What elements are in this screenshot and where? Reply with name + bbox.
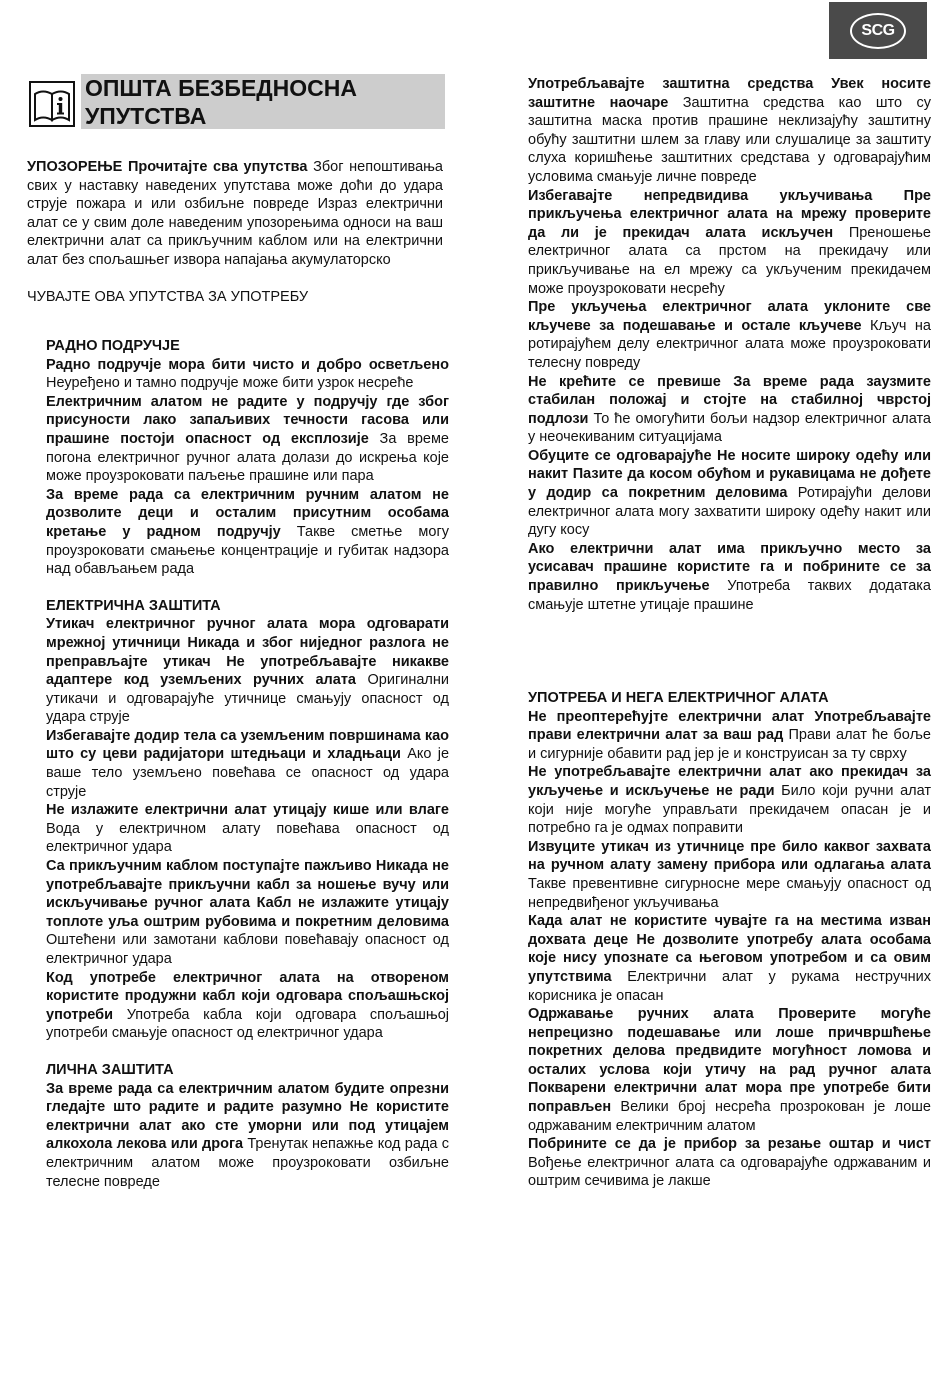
item-bold: Утикач електричног ручног алата мора одговарати мрежној утичници Никада и због ниједног разлога не преправљајте утикач Не употребљавајте никакве адаптере код уземљених ручних алата bbox=[46, 616, 449, 689]
item-text: Оштећени или замотани каблови повећавају опасност од електричног удара bbox=[46, 932, 449, 967]
item-bold: Не излажите електрични алат утицају кише или влаге bbox=[46, 802, 449, 819]
warning-block bbox=[27, 158, 443, 306]
personal-item bbox=[528, 187, 931, 299]
item-text: Ротирајући делови електричног алата могу захватити широку одећу накит или дугу косу bbox=[528, 485, 931, 539]
item-bold: Побрините се да је прибор за резање оштар и чист bbox=[528, 1136, 931, 1153]
item-text: Употреба таквих додатака смањује штетне утицаје прашине bbox=[528, 578, 931, 613]
item-bold: Ако електрични алат има прикључно место за усисавач прашине користите га и побрините се за правилно прикључење bbox=[528, 540, 931, 595]
warning-text: Због непоштивања свих у наставку наведених упутстава може доћи до удара струје пожара и или озбиљне повреде Израз електрични алат се у свим доле наведеним упозорењима односи на ваш електрични алат са прикључним каблом или на електрични алат без спољашњег извора напајања акумулаторско bbox=[27, 159, 443, 268]
warning-lead: УПОЗОРЕЊЕ Прочитајте сва упутства bbox=[27, 159, 308, 175]
title-line-1: ОПШТА БЕЗБЕДНОСНА bbox=[85, 75, 358, 101]
item-bold: Избегавајте додир тела са уземљеним површинама као што су цеви радијатори штедњаци и хладњаци bbox=[46, 727, 449, 763]
section-title bbox=[81, 74, 445, 129]
item-bold: За време рада са електричним алатом будите опрезни гледајте што радите и радите разумно Не користите електрични алат ако сте уморни или под утицајем алкохола лекова или дрога bbox=[46, 1080, 449, 1153]
item-bold: Не крећите се превише За време рада заузмите стабилан положај и стојте на стабилној чврстој подлози bbox=[528, 373, 931, 427]
right-column bbox=[528, 75, 931, 614]
electrical-heading: ЕЛЕКТРИЧНА ЗАШТИТА bbox=[46, 597, 221, 614]
keep-instructions: ЧУВАЈТЕ ОВА УПУТСТВА ЗА УПОТРЕБУ bbox=[27, 288, 309, 305]
item-text: Велики број несрећа прозрокован је лоше одржаваним електричним алатом bbox=[528, 1099, 931, 1134]
use-care-item bbox=[528, 1005, 931, 1135]
work-area-item bbox=[46, 486, 449, 579]
personal-item bbox=[528, 373, 931, 447]
item-bold: Радно подручје мора бити чисто и добро осветљено bbox=[46, 356, 449, 373]
item-bold: За време рада са електричним ручним алатом не дозволите деци и осталим присутним особама кретање у радном подручју bbox=[46, 486, 449, 540]
use-care-heading: УПОТРЕБА И НЕГА ЕЛЕКТРИЧНОГ АЛАТА bbox=[528, 690, 829, 706]
item-text: Такве превентивне сигурносне мере смањују опасност од непредвиђеног укључивања bbox=[528, 875, 931, 911]
electrical-item bbox=[46, 615, 449, 727]
item-bold: Не употребљавајте електрични алат ако прекидач за укључење и искључење не ради bbox=[528, 764, 931, 799]
item-text: Такве сметње могу проузроковати смањење концентрације и губитак надзора над обављањем рада bbox=[46, 523, 449, 578]
work-area-item bbox=[46, 393, 449, 486]
warning-paragraph bbox=[27, 158, 443, 270]
language-badge bbox=[829, 2, 927, 59]
personal-item bbox=[46, 1080, 449, 1192]
use-care-item bbox=[528, 912, 931, 1005]
item-bold: Избегавајте непредвидива укључивања Пре прикључења електричног алата на мрежу проверите да ли је прекидач алата искључен bbox=[528, 187, 931, 241]
use-care-section bbox=[528, 689, 931, 1191]
item-bold: Код употребе електричног алата на отвореном користите продужни кабл који одговара спољашњској употреби bbox=[46, 969, 449, 1023]
item-text: Прави алат ће боље и сигурније обавити рад јер је и конструисан за ту сврху bbox=[528, 727, 931, 762]
personal-item bbox=[528, 75, 931, 187]
electrical-item bbox=[46, 969, 449, 1043]
book-info-icon bbox=[29, 81, 75, 127]
electrical-item bbox=[46, 801, 449, 857]
item-text: Тренутак непажње код рада с електричним алатом може проузроковати озбиљне телесне повреде bbox=[46, 1136, 449, 1190]
item-bold: Електричним алатом не радите у подручју где због присуности лако запаљивих течности гасова или прашине постоји опасност од експлозије bbox=[46, 393, 449, 447]
title-line-2: УПУТСТВА bbox=[85, 103, 207, 129]
item-bold: Са прикључним каблом поступајте пажљиво Никада не употребљавајте прикључни кабл за ношење вучу или искључивање ручног алата Кабл не излажите утицају топлоте уља оштрим рубовима и покретним деловима bbox=[46, 858, 449, 930]
item-text: Употреба кабла који одговара спољашњој употреби смањује опасност од електричног удара bbox=[46, 1006, 449, 1042]
item-text: Заштитна средства као што су заштитна маска против прашине неклизајућу заштитну обућу заштитни шлем за главу или слушалице за заштиту слуха коришћење заштитних средстава у одговарајућим условима смањује личне повреде bbox=[528, 94, 931, 185]
item-bold: Обуците се одговарајуће Не носите широку одећу или накит Пазите да косом обућом и рукавицама не дођете у додир са покретним деловима bbox=[528, 447, 931, 502]
item-text: За време погона електричног ручног алата долази до искрења које може проузроковати паљење прашине или пара bbox=[46, 430, 449, 485]
item-text: То ће омогућити бољи надзор електричног алата у неочекиваним ситуацијама bbox=[528, 410, 931, 446]
personal-item bbox=[528, 298, 931, 372]
item-text: Неуређено и тамно подручје може бити узрок несреће bbox=[46, 375, 414, 392]
left-column-sections bbox=[46, 337, 449, 1191]
item-text: Вода у електричном алату повећава опасност од електричног удара bbox=[46, 820, 449, 856]
item-text: Оригинални утикачи и одговарајуће утичнице смањују опасност од удара струје bbox=[46, 672, 449, 726]
item-bold: Пре укључења електричног алата уклоните све кључеве за подешавање и остале кључеве bbox=[528, 299, 931, 334]
work-area-item bbox=[46, 356, 449, 393]
item-text: Вођење електричног алата са одговарајуће одржаваним и оштрим сечивима је лакше bbox=[528, 1154, 931, 1190]
item-bold: Када алат не користите чувајте га на местима изван дохвата деце Не дозволите употребу алата особама које нису упознате са његовом употребом и са овим упутствима bbox=[528, 913, 931, 985]
personal-item bbox=[528, 447, 931, 540]
item-text: Кључ на ротирајућем делу електричног алата може проузроковати телесну повреду bbox=[528, 317, 931, 371]
personal-heading: ЛИЧНА ЗАШТИТА bbox=[46, 1061, 174, 1078]
item-bold: Одржавање ручних алата Проверите могуће непрецизно подешавање или лоше причвршћење покретних делова предвидите могућност ломова и осталих услова који утичу на рад ручног алата Покварени електрични алат мора пре употребе бити поправљен bbox=[528, 1006, 931, 1116]
item-bold: Употребљавајте заштитна средства Увек носите заштитне наочаре bbox=[528, 76, 931, 111]
electrical-item bbox=[46, 727, 449, 801]
electrical-item bbox=[46, 857, 449, 969]
personal-item bbox=[528, 540, 931, 614]
use-care-item bbox=[528, 838, 931, 912]
item-text: Ако је ваше тело уземљено повећава се опасност од удара струје bbox=[46, 746, 450, 800]
item-bold: Извуците утикач из утичнице пре било каквог захвата на ручном алату замену прибора или одлагања алата bbox=[528, 838, 931, 874]
item-bold: Не преоптерећујте електрични алат Употребљавајте прави електрични алат за ваш рад bbox=[528, 708, 931, 744]
item-text: Преношење електричног алата са прстом на прекидачу или прикључивање на ел мрежу са укљученим прекидачем може проузроковати несрећу bbox=[528, 224, 931, 297]
use-care-item bbox=[528, 708, 931, 764]
item-text: Било који ручни алат који није могуће управљати прекидачем опасан је и потребно га је одмах поправити bbox=[528, 782, 931, 837]
item-text: Електрични алат у рукама нестручних корисника је опасан bbox=[528, 968, 931, 1004]
language-badge-label: SCG bbox=[850, 13, 906, 49]
use-care-item bbox=[528, 1135, 931, 1191]
work-area-heading: РАДНО ПОДРУЧЈЕ bbox=[46, 338, 180, 354]
use-care-item bbox=[528, 763, 931, 837]
